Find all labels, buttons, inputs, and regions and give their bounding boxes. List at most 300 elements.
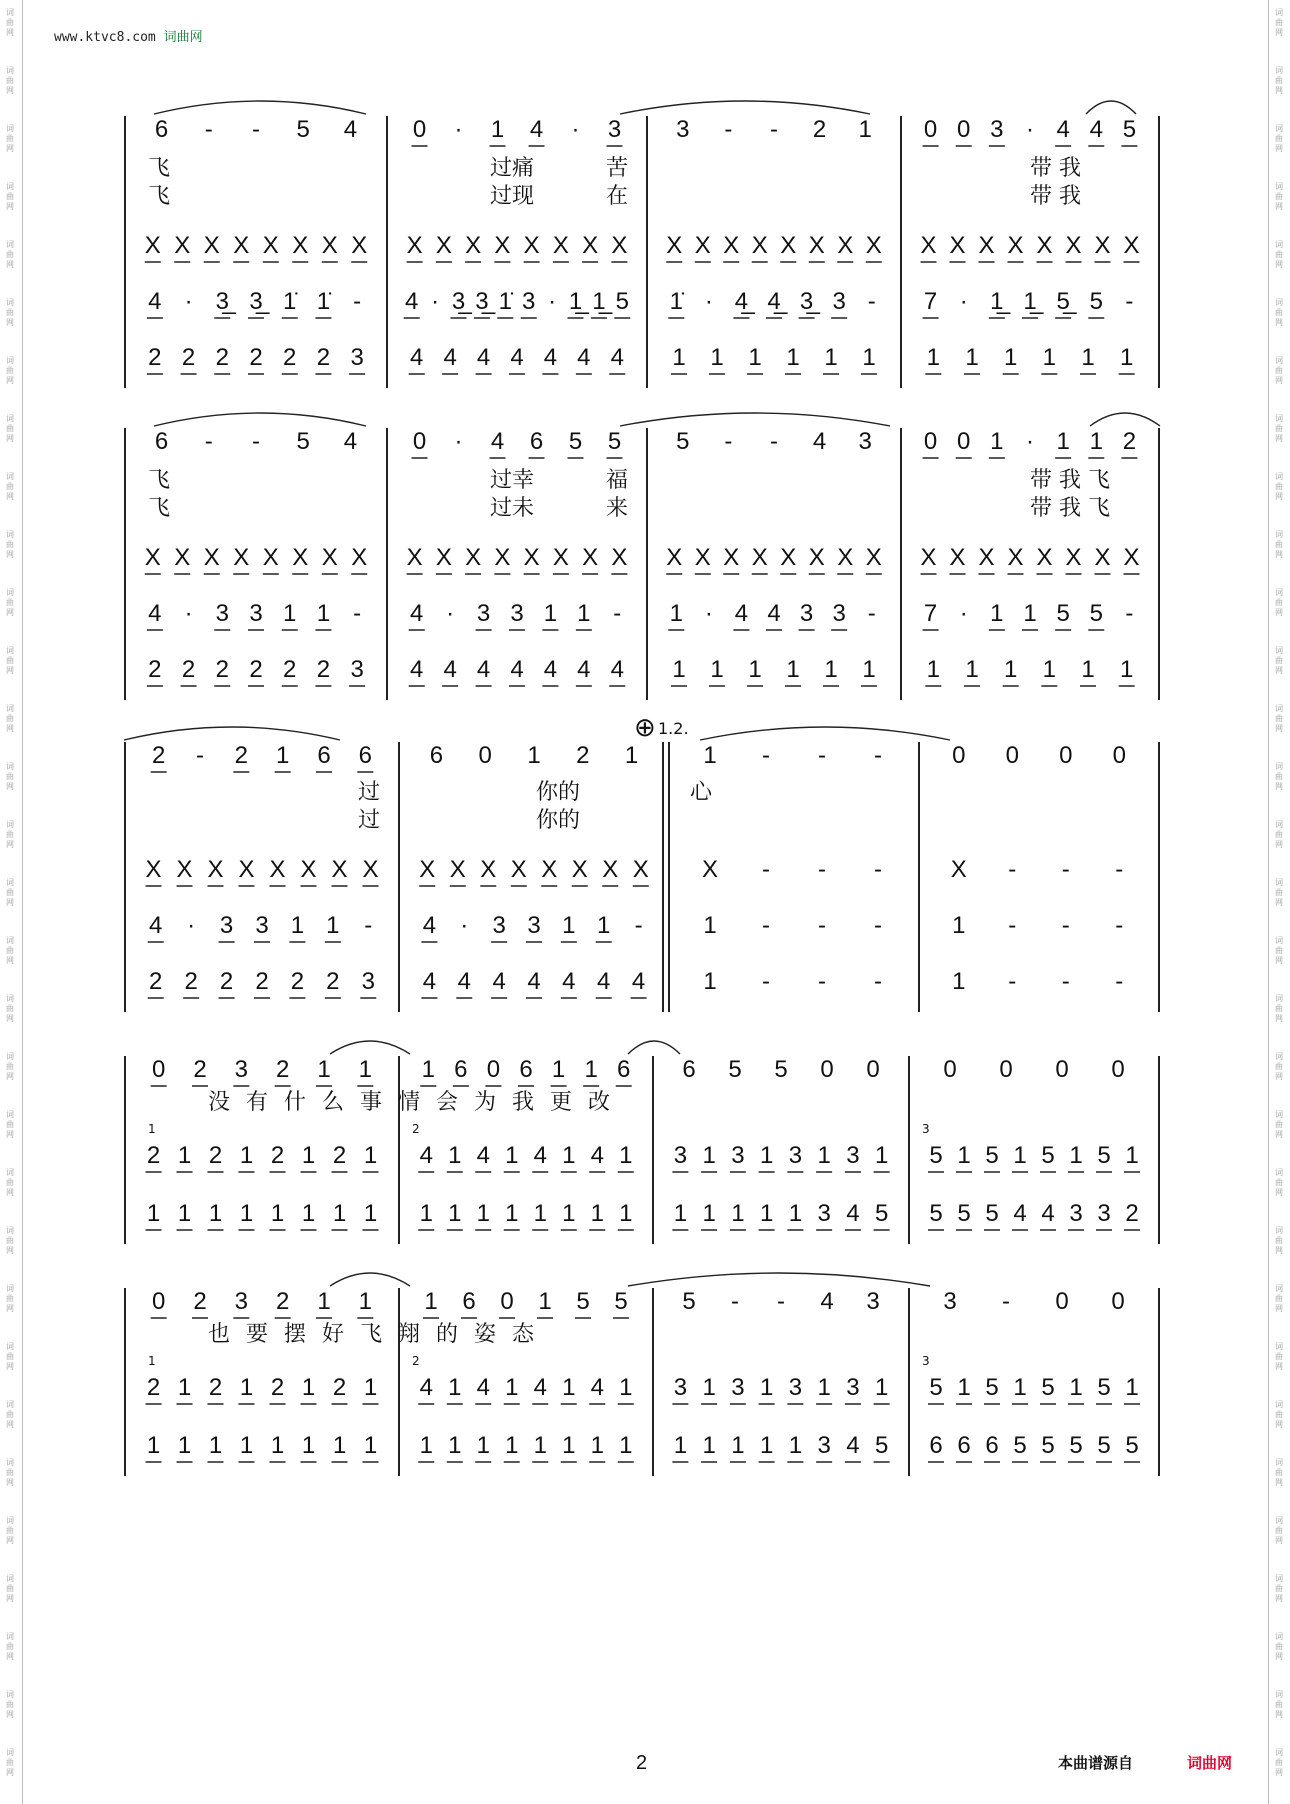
score-note: 2: [283, 656, 297, 683]
watermark-text: 词 曲 网: [6, 1400, 14, 1429]
score-note: 1: [177, 1432, 192, 1459]
score-note: 4: [543, 344, 558, 371]
barline: [900, 116, 902, 388]
watermark-text: 词 曲 网: [1275, 1458, 1283, 1487]
score-note: 1: [177, 1142, 192, 1169]
score-note: 7: [923, 600, 938, 627]
score-note: X: [920, 544, 937, 571]
score-note: -: [724, 116, 733, 143]
score-note: 2: [270, 1374, 285, 1401]
score-note: 1: [926, 344, 940, 371]
watermark-text: 词 曲 网: [1275, 8, 1283, 37]
barline: [652, 1056, 654, 1244]
score-note: X: [321, 544, 338, 571]
score-note: 1: [669, 600, 683, 627]
score-note: 4: [820, 1288, 834, 1315]
score-note: 4: [527, 968, 541, 995]
score-note: ·: [460, 912, 469, 939]
score-note: 3̲: [249, 288, 263, 315]
score-note: 1: [702, 1432, 716, 1459]
score-note: ·: [704, 600, 713, 627]
score-note: 2: [249, 344, 263, 371]
lyric-text: 你的: [536, 780, 581, 805]
score-note: 2: [1122, 428, 1137, 455]
tuplet-label: 2: [412, 1122, 420, 1136]
score-note: ·: [187, 912, 196, 939]
score-note: 5: [1097, 1432, 1111, 1459]
score-note: 0: [412, 116, 427, 143]
score-note: 3: [673, 1374, 688, 1401]
watermark-text: 词 曲 网: [1275, 414, 1283, 443]
score-note: 1: [619, 1374, 633, 1401]
lyric-text: 带 我: [1030, 184, 1081, 209]
score-note: -: [874, 856, 882, 883]
slur-arc: [628, 1273, 930, 1286]
watermark-text: 词 曲 网: [6, 1690, 14, 1719]
score-note: 6: [929, 1432, 943, 1459]
score-note: 0: [923, 428, 938, 455]
score-note: -: [1125, 600, 1134, 627]
score-note: 5: [1089, 600, 1103, 627]
score-note: X: [351, 544, 368, 571]
watermark-text: 词 曲 网: [1275, 994, 1283, 1023]
score-note: 1: [817, 1142, 831, 1169]
score-note: 1: [759, 1142, 774, 1169]
score-note: 3: [817, 1432, 831, 1459]
score-note: 1: [208, 1432, 223, 1459]
barline: [124, 742, 126, 1012]
lyric-text: 飞: [148, 184, 171, 209]
score-note: 4: [577, 656, 591, 683]
watermark-text: 词 曲 网: [6, 8, 14, 37]
score-note: X: [292, 232, 309, 259]
score-note: 4: [734, 600, 749, 627]
score-note: 4: [510, 656, 524, 683]
score-note: 1: [1042, 656, 1056, 683]
score-note: 1: [316, 600, 331, 627]
score-note: ·: [571, 116, 580, 143]
score-note: 1: [239, 1200, 254, 1227]
score-note: 6: [358, 742, 372, 769]
score-note: 1: [543, 600, 558, 627]
score-note: X: [362, 856, 379, 883]
slur-arc: [330, 1041, 410, 1054]
score-note: -: [818, 742, 826, 769]
score-note: 1: [448, 1142, 462, 1169]
score-note: X: [203, 232, 220, 259]
barline: [124, 428, 126, 700]
score-note: X: [701, 856, 718, 883]
source-site[interactable]: 词曲网: [1187, 1754, 1233, 1772]
score-note: X: [435, 544, 452, 571]
score-note: X: [780, 544, 797, 571]
score-note: 2: [234, 742, 248, 769]
score-note: X: [582, 544, 599, 571]
score-note: X: [174, 544, 191, 571]
score-note: 4: [405, 288, 419, 315]
score-note: 1: [672, 344, 686, 371]
score-note: 1̲: [592, 288, 606, 315]
score-note: 1: [965, 656, 979, 683]
score-note: 6: [985, 1432, 999, 1459]
score-note: 4: [590, 1374, 604, 1401]
score-note: 3: [249, 600, 263, 627]
score-note: 1: [990, 428, 1004, 455]
score-note: 4: [148, 600, 162, 627]
tuplet-label: 1: [148, 1354, 156, 1368]
score-note: 5: [1125, 1432, 1139, 1459]
score-note: 4: [846, 1432, 860, 1459]
score-note: 1: [703, 742, 717, 769]
score-note: 1: [619, 1200, 633, 1227]
score-note: X: [582, 232, 599, 259]
score-note: X: [494, 544, 511, 571]
score-note: X: [837, 544, 854, 571]
score-note: X: [144, 232, 161, 259]
score-note: X: [465, 544, 482, 571]
score-note: 1: [1042, 344, 1056, 371]
score-note: 1: [786, 656, 800, 683]
score-note: 3: [832, 288, 846, 315]
source-label: 本曲谱源自: [1058, 1754, 1134, 1772]
score-note: 1: [363, 1374, 378, 1401]
score-note: 5: [614, 1288, 628, 1315]
score-note: 1: [957, 1374, 971, 1401]
score-note: 5: [576, 1288, 590, 1315]
watermark-text: 词 曲 网: [1275, 240, 1283, 269]
score-note: X: [780, 232, 797, 259]
score-note: X: [262, 544, 279, 571]
score-note: 1: [146, 1432, 161, 1459]
watermark-text: 词 曲 网: [6, 1342, 14, 1371]
watermark-text: 词 曲 网: [6, 1632, 14, 1661]
score-note: 5: [682, 1288, 696, 1315]
score-note: 1: [748, 656, 762, 683]
score-note: -: [770, 428, 778, 455]
score-note: 1: [505, 1374, 519, 1401]
score-note: 5: [874, 1200, 889, 1227]
score-note: 1: [301, 1374, 316, 1401]
score-note: -: [1115, 912, 1124, 939]
watermark-text: 词 曲 网: [1275, 704, 1283, 733]
score-note: 1̇: [669, 288, 683, 315]
watermark-text: 词 曲 网: [1275, 124, 1283, 153]
watermark-text: 词 曲 网: [6, 182, 14, 211]
score-note: 1̲: [990, 288, 1004, 315]
score-note: 0: [999, 1056, 1013, 1083]
score-note: 1: [703, 912, 717, 939]
slur-arc: [1090, 413, 1160, 426]
score-note: 1: [146, 1200, 161, 1227]
score-note: X: [751, 232, 768, 259]
score-note: 2: [146, 1374, 161, 1401]
score-note: 4: [610, 656, 624, 683]
barline: [918, 742, 920, 1012]
site-url[interactable]: www.ktvc8.com: [54, 30, 156, 45]
score-note: 1: [1069, 1374, 1083, 1401]
score-note: 0: [1055, 1288, 1069, 1315]
score-note: X: [449, 856, 466, 883]
score-note: 2: [193, 1288, 207, 1315]
score-note: 1: [874, 1374, 889, 1401]
score-note: 1: [759, 1432, 774, 1459]
score-note: X: [666, 232, 683, 259]
score-note: 5: [1041, 1374, 1055, 1401]
barline: [908, 1056, 910, 1244]
score-note: 2: [249, 656, 263, 683]
score-note: 3: [234, 1288, 248, 1315]
lyric-text: 带 我 飞: [1030, 468, 1110, 493]
score-note: X: [552, 232, 569, 259]
watermark-text: 词 曲 网: [1275, 762, 1283, 791]
score-note: 4: [529, 116, 544, 143]
score-note: 5: [1069, 1432, 1083, 1459]
score-note: 1: [952, 968, 966, 995]
score-note: 5: [1097, 1374, 1111, 1401]
score-note: 1: [673, 1200, 688, 1227]
score-note: -: [204, 116, 213, 143]
score-note: 2: [181, 656, 196, 683]
score-note: -: [777, 1288, 785, 1315]
score-note: X: [145, 856, 162, 883]
score-note: ·: [184, 288, 193, 315]
score-note: 3: [731, 1374, 745, 1401]
score-note: 1: [317, 1056, 331, 1083]
score-note: 1: [527, 742, 541, 769]
score-note: 3: [788, 1374, 803, 1401]
score-note: 1: [275, 742, 290, 769]
watermark-text: 词 曲 网: [6, 1052, 14, 1081]
score-note: 0: [1112, 742, 1126, 769]
score-note: 5: [1013, 1432, 1027, 1459]
watermark-text: 词 曲 网: [1275, 646, 1283, 675]
score-note: X: [523, 544, 540, 571]
score-note: 1: [965, 344, 979, 371]
score-note: 4: [457, 968, 471, 995]
score-note: 1: [208, 1200, 223, 1227]
score-note: 2: [148, 656, 162, 683]
score-note: 5: [568, 428, 583, 455]
score-note: 1: [363, 1142, 378, 1169]
score-note: ·: [454, 116, 463, 143]
score-note: 0: [943, 1056, 957, 1083]
score-note: X: [321, 232, 338, 259]
score-note: 1: [952, 912, 966, 939]
score-note: 2: [332, 1374, 347, 1401]
score-note: 6: [429, 742, 444, 769]
score-note: 6: [682, 1056, 696, 1083]
watermark-text: 词 曲 网: [6, 762, 14, 791]
watermark-text: 词 曲 网: [1275, 1284, 1283, 1313]
barline: [124, 1056, 126, 1244]
score-note: 3: [1069, 1200, 1083, 1227]
lyric-text: 飞: [148, 468, 171, 493]
score-note: 4: [631, 968, 646, 995]
score-note: 3: [943, 1288, 957, 1315]
score-note: 1: [562, 1432, 576, 1459]
score-note: 4: [419, 1142, 433, 1169]
score-note: X: [480, 856, 497, 883]
score-note: X: [978, 232, 995, 259]
watermark-text: 词 曲 网: [6, 646, 14, 675]
score-note: 3: [522, 288, 536, 315]
score-note: 4: [148, 288, 162, 315]
score-note: 1: [177, 1374, 192, 1401]
score-note: 1: [862, 344, 876, 371]
score-note: 1: [283, 600, 297, 627]
watermark-text: 词 曲 网: [6, 820, 14, 849]
score-note: 4: [767, 600, 781, 627]
score-note: 5: [985, 1200, 999, 1227]
score-note: X: [238, 856, 255, 883]
watermark-text: 词 曲 网: [1275, 1110, 1283, 1139]
score-note: X: [950, 856, 967, 883]
score-note: -: [867, 288, 876, 315]
score-note: 1: [448, 1432, 462, 1459]
lyric-text: 过未: [490, 496, 535, 521]
score-note: 6: [154, 116, 169, 143]
watermark-text: 词 曲 网: [1275, 1574, 1283, 1603]
score-note: 4: [149, 912, 163, 939]
score-note: 1: [533, 1200, 547, 1227]
score-note: 4: [510, 344, 524, 371]
score-note: 1: [562, 1142, 576, 1169]
score-note: 2: [812, 116, 827, 143]
score-note: 5: [1122, 116, 1137, 143]
score-note: ·: [184, 600, 193, 627]
score-note: 1: [858, 116, 872, 143]
score-note: X: [1094, 232, 1111, 259]
score-note: X: [523, 232, 540, 259]
score-note: X: [552, 544, 569, 571]
score-note: X: [1007, 232, 1024, 259]
lyric-text: 飞: [148, 496, 171, 521]
score-note: 4: [533, 1142, 547, 1169]
score-note: 1: [301, 1142, 316, 1169]
watermark-text: 词 曲 网: [6, 1574, 14, 1603]
watermark-text: 词 曲 网: [6, 298, 14, 327]
score-note: 5: [607, 428, 622, 455]
score-note: 1: [270, 1432, 285, 1459]
score-note: 4: [410, 600, 424, 627]
score-note: 4: [443, 656, 457, 683]
barline: [662, 742, 664, 1012]
score-note: 5: [985, 1142, 999, 1169]
coda-label: 1.2.: [658, 719, 689, 738]
score-note: 1: [731, 1200, 745, 1227]
score-note: 1: [817, 1374, 831, 1401]
score-note: 1: [759, 1200, 774, 1227]
watermark-text: 词 曲 网: [1275, 1400, 1283, 1429]
score-note: 4: [410, 344, 424, 371]
score-note: 1: [1013, 1374, 1027, 1401]
barline: [1158, 1288, 1160, 1476]
score-note: -: [1061, 968, 1070, 995]
score-note: 2: [193, 1056, 207, 1083]
score-note: 1: [363, 1200, 378, 1227]
score-note: 2: [148, 344, 162, 371]
score-note: ·: [431, 288, 440, 315]
score-note: 2: [184, 968, 198, 995]
score-note: X: [233, 232, 250, 259]
score-note: 5: [1041, 1142, 1055, 1169]
score-note: -: [874, 912, 882, 939]
barline: [652, 1288, 654, 1476]
score-note: 0: [486, 1056, 501, 1083]
score-note: X: [1123, 232, 1140, 259]
score-note: X: [262, 232, 279, 259]
score-note: X: [723, 232, 740, 259]
score-note: 5: [728, 1056, 742, 1083]
score-note: 2: [149, 968, 163, 995]
score-note: 2: [332, 1142, 347, 1169]
barline: [386, 428, 388, 700]
score-note: 3̲: [451, 288, 466, 315]
watermark-text: 词 曲 网: [1275, 1226, 1283, 1255]
score-note: 2: [283, 344, 297, 371]
score-note: X: [808, 232, 825, 259]
score-note: 3̲: [475, 288, 489, 315]
slur-arc: [628, 1041, 680, 1054]
score-note: 1: [177, 1200, 192, 1227]
score-note: 4: [1056, 116, 1070, 143]
score-note: 3: [990, 116, 1004, 143]
score-note: 3: [731, 1142, 745, 1169]
score-note: 1: [421, 1056, 435, 1083]
slur-arc: [620, 413, 890, 426]
tuplet-label: 3: [922, 1122, 930, 1136]
score-note: 6: [154, 428, 169, 455]
score-note: -: [818, 856, 826, 883]
barline: [386, 116, 388, 388]
score-note: 3̲: [215, 288, 229, 315]
score-note: 1: [419, 1200, 433, 1227]
score-note: 1: [710, 344, 724, 371]
score-note: 1̇: [498, 288, 512, 315]
score-note: 1: [332, 1200, 347, 1227]
tuplet-label: 2: [412, 1354, 420, 1368]
lyric-text: 在: [606, 184, 629, 209]
watermark-text: 词 曲 网: [6, 530, 14, 559]
score-note: 1: [448, 1200, 462, 1227]
score-note: 4: [476, 1374, 490, 1401]
watermark-text: 词 曲 网: [6, 1458, 14, 1487]
score-note: 1: [301, 1432, 316, 1459]
score-note: 0: [151, 1288, 166, 1315]
score-note: ·: [446, 600, 455, 627]
score-note: X: [611, 544, 628, 571]
score-note: 1: [584, 1056, 598, 1083]
score-note: 4: [492, 968, 506, 995]
score-note: 1: [1081, 656, 1095, 683]
score-note: 4: [597, 968, 611, 995]
score-note: X: [233, 544, 250, 571]
barline: [398, 742, 400, 1012]
score-note: 3: [255, 912, 269, 939]
score-note: 5: [615, 288, 629, 315]
watermark-text: 词 曲 网: [6, 704, 14, 733]
score-note: X: [920, 232, 937, 259]
score-note: 3: [476, 600, 491, 627]
score-note: 6: [317, 742, 331, 769]
score-note: X: [865, 544, 882, 571]
score-note: 3: [234, 1056, 248, 1083]
score-note: 1: [788, 1432, 803, 1459]
score-note: -: [770, 116, 778, 143]
score-note: -: [818, 912, 826, 939]
score-note: 0: [957, 116, 971, 143]
score-note: 1: [624, 742, 639, 769]
